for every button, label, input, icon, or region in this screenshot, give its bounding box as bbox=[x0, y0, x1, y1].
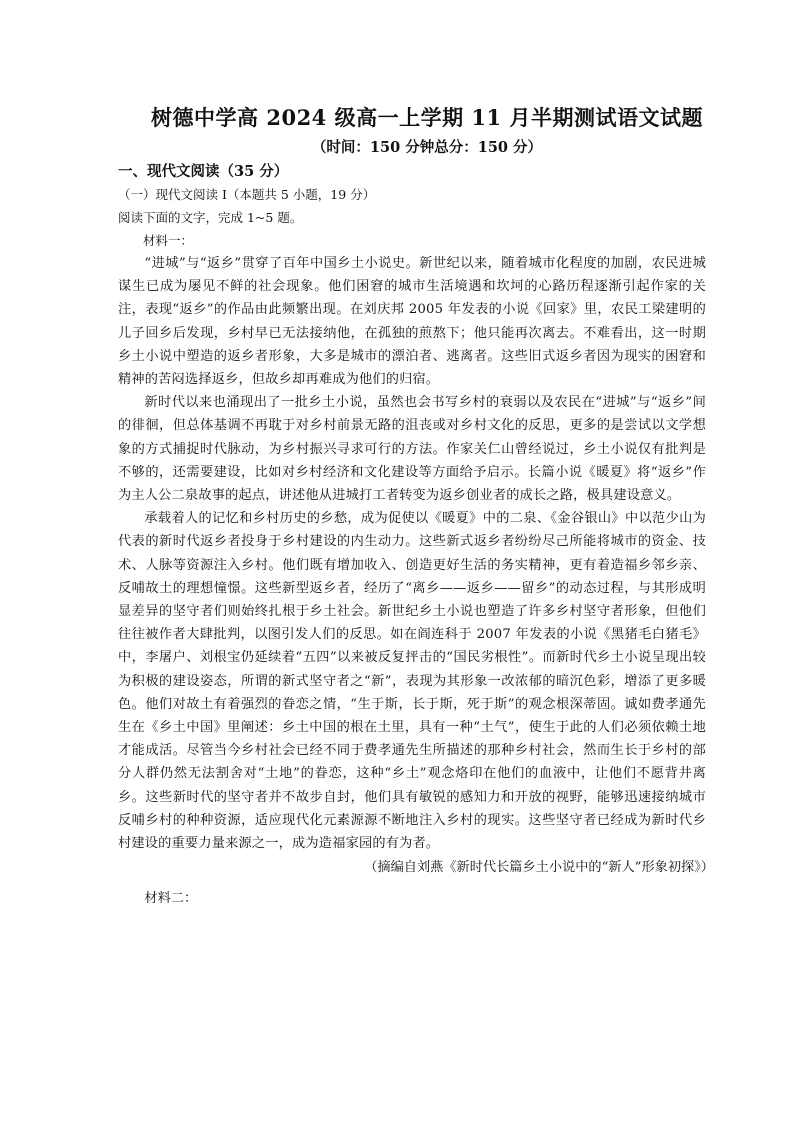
material-one-source: （摘编自刘燕《新时代长篇乡土小说中的“新人”形象初探》） bbox=[364, 860, 714, 876]
material-one-label: 材料一： bbox=[143, 233, 194, 248]
material-one-paragraph-3: 承载着人的记忆和乡村历史的乡愁，成为促使以《暖夏》中的二泉、《金谷银山》中以范少山为代表的新时代返乡者投身于乡村建设的内生动力。这些新式返乡者纷纷尽己所能将城市的资金、技术、人脉等资源注入乡村。他们既有增加收入、创造更好生活的务实精神，更有着造福乡邻乡亲、反哺故土的理想憧憬。这些新型返乡者，经历了“离乡——返乡——留乡”的动态过程，与其形成明显差异的坚守者们则始终扎根于乡土社会。新世纪乡土小说也塑造了许多乡村坚守者形象，但他们往往被作者大肆批判，以图引发人们的反思。如在阎连科于 2007 年发表的小说《黑猪毛白猪毛》中，李屠户、刘根宝仍延续着“五四”以来被反复抨击的“国民劣根性”。而新时代乡土小说呈现出较为积极的建设姿态，所谓的新式坚守者之“新”，表现为其形象一改浓郁的暗沉色彩，增添了更多暖色。他们对故土有着强烈的眷恋之情，“生于斯，长于斯，死于斯”的观念根深蒂固。诚如费孝通先生在《乡土中国》里阐述：乡土中国的根在土里，具有一种“土气”，使生于此的人们必须依赖土地才能成活。尽管当今乡村社会已经不同于费孝通先生所描述的那种乡村社会，然而生长于乡村的部分人群仍然无法割舍对“土地”的眷恋，这种“乡土”观念烙印在他们的血液中，让他们不愿背井离乡。这些新时代的坚守者并不故步自封，他们具有敏锐的感知力和开放的视野，能够迅速接纳城市反哺乡村的种种资源，适应现代化元素源源不断地注入乡村的现实。这些坚守者已经成为新时代乡村建设的重要力量来源之一，成为造福家园的有为者。 bbox=[118, 511, 706, 852]
sub-section-heading: （一）现代文阅读 I（本题共 5 小题，19 分） bbox=[118, 187, 376, 202]
exam-subtitle: （时间：150 分钟总分：150 分） bbox=[311, 139, 543, 156]
material-one-paragraph-1: “进城”与“返乡”贯穿了百年中国乡土小说史。新世纪以来，随着城市化程度的加剧，农民进城谋生已成为屡见不鲜的社会现象。他们困窘的城市生活境遇和坎坷的心路历程逐渐引起作家的关注，表现“返乡”的作品由此频繁出现。在刘庆邦 2005 年发表的小说《回家》里，农民工梁建明的儿子回乡后发现，乡村早已无法接纳他，在孤独的煎熬下；他只能再次离去。不难看出，这一时期乡土小说中塑造的返乡者形象，大多是城市的漂泊者、逃离者。这些旧式返乡者因为现实的困窘和精神的苦闷选择返乡，但故乡却再难成为他们的归宿。 bbox=[118, 256, 706, 388]
exam-title: 树德中学高 2024 级高一上学期 11 月半期测试语文试题 bbox=[151, 105, 703, 130]
section-heading: 一、现代文阅读（35 分） bbox=[118, 163, 289, 180]
material-one-paragraph-2: 新时代以来也涌现出了一批乡土小说，虽然也会书写乡村的衰弱以及农民在“进城”与“返乡”间的徘徊，但总体基调不再耽于对乡村前景无路的沮丧或对乡村文化的反思，更多的是尝试以文学想象的方式捕捉时代脉动，为乡村振兴寻求可行的方法。作家关仁山曾经说过，乡土小说仅有批判是不够的，还需要建设，比如对乡村经济和文化建设等方面给予启示。长篇小说《暖夏》将“返乡”作为主人公二泉故事的起点，讲述他从进城打工者转变为返乡创业者的成长之路，极具建设意义。 bbox=[118, 395, 706, 504]
material-two-label: 材料二： bbox=[144, 891, 198, 907]
reading-instruction: 阅读下面的文字，完成 1~5 题。 bbox=[118, 210, 303, 225]
